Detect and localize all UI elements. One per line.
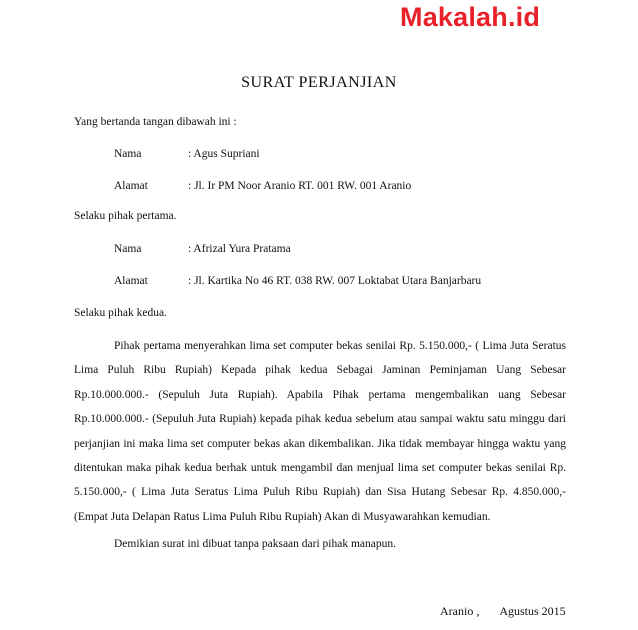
document-title: SURAT PERJANJIAN xyxy=(241,74,397,91)
party1-name-value: : Agus Supriani xyxy=(188,148,260,160)
party2-address-label: Alamat xyxy=(114,275,148,287)
party2-role: Selaku pihak kedua. xyxy=(74,307,167,319)
place-and-date xyxy=(440,604,566,619)
party1-address-value: : Jl. Ir PM Noor Aranio RT. 001 RW. 001 Aranio xyxy=(188,180,412,192)
party1-role: Selaku pihak pertama. xyxy=(74,210,177,222)
party1-name-label: Nama xyxy=(114,148,142,160)
agreement-body-paragraph: Pihak pertama menyerahkan lima set computer bekas senilai Rp. 5.150.000,- ( Lima Juta Seratus Lima Puluh Ribu Rupiah) Kepada pihak kedua Sebagai Jaminan Peminjaman Uang Sebesar Rp.10.000.000.- (Sepuluh Juta Rupiah). Apabila Pihak pertama mengembalikan uang Sebesar Rp.10.000.000.- (Sepuluh Juta Rupiah) kepada pihak kedua sebelum atau sampai waktu satu minggu dari perjanjian ini maka lima set computer bekas akan dikembalikan. Jika tidak membayar hingga waktu yang ditentukan maka pihak kedua berhak untuk mengambil dan menjual lima set computer bekas senilai Rp. 5.150.000,- ( Lima Juta Seratus Lima Puluh Ribu Rupiah) dan Sisa Hutang Sebesar Rp. 4.850.000,- (Empat Juta Delapan Ratus Lima Puluh Ribu Rupiah) Akan di Musyawarahkan kemudian. xyxy=(74,340,566,523)
party2-name-value: : Afrizal Yura Pratama xyxy=(188,243,291,255)
party2-name-label: Nama xyxy=(114,243,142,255)
date: Agustus 2015 xyxy=(499,604,566,618)
intro-text: Yang bertanda tangan dibawah ini : xyxy=(74,116,237,128)
closing-statement: Demikian surat ini dibuat tanpa paksaan dari pihak manapun. xyxy=(114,538,396,550)
party2-address-value: : Jl. Kartika No 46 RT. 038 RW. 007 Loktabat Utara Banjarbaru xyxy=(188,275,482,287)
place: Aranio , xyxy=(440,604,480,618)
makalah-logo: Makalah.id xyxy=(400,2,541,32)
party1-address-label: Alamat xyxy=(114,180,148,192)
